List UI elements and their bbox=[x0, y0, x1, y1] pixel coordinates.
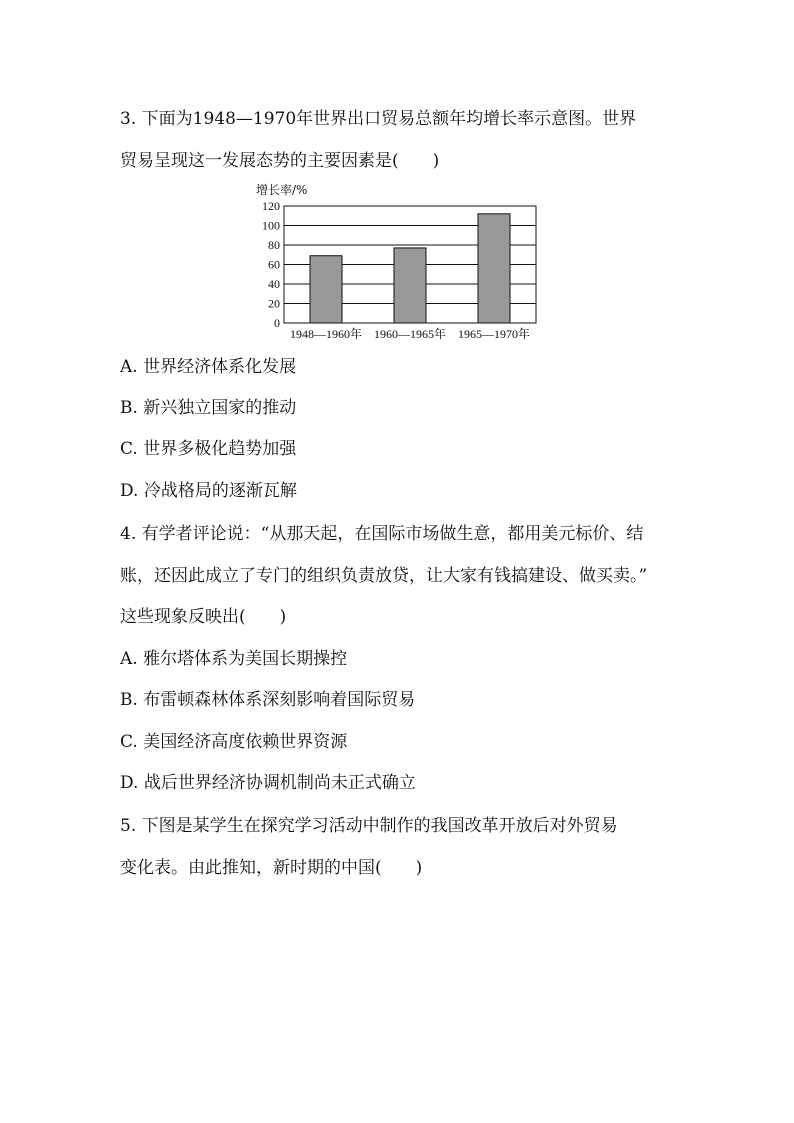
x-category-label: 1948—1960年 bbox=[289, 327, 363, 341]
q4-stem-line-2: 账，还因此成立了专门的组织负责放贷，让大家有钱搞建设、做买卖。” bbox=[120, 566, 648, 586]
q5-stem-line-2: 变化表。由此推知，新时期的中国( ) bbox=[120, 858, 423, 878]
q3-option-b: B. 新兴独立国家的推动 bbox=[120, 398, 297, 418]
y-tick-label: 100 bbox=[262, 218, 280, 233]
q4-option-a: A. 雅尔塔体系为美国长期操控 bbox=[120, 649, 348, 669]
y-tick-label: 40 bbox=[268, 277, 280, 291]
y-tick-label: 20 bbox=[268, 296, 280, 311]
bar bbox=[394, 248, 426, 323]
y-tick-label: 120 bbox=[262, 199, 280, 213]
q3-option-d: D. 冷战格局的逐渐瓦解 bbox=[120, 481, 297, 501]
q4-option-c: C. 美国经济高度依赖世界资源 bbox=[120, 732, 348, 752]
q4-stem-line-3: 这些现象反映出( ) bbox=[120, 607, 287, 627]
growth-rate-bar-chart bbox=[250, 182, 550, 344]
x-category-label: 1960—1965年 bbox=[373, 327, 447, 341]
q4-option-d: D. 战后世界经济协调机制尚未正式确立 bbox=[120, 773, 416, 793]
q3-stem-line-2: 贸易呈现这一发展态势的主要因素是( ) bbox=[120, 151, 440, 171]
y-tick-label: 0 bbox=[274, 316, 280, 330]
q4-option-b: B. 布雷顿森林体系深刻影响着国际贸易 bbox=[120, 690, 416, 710]
q5-stem-line-1: 5. 下图是某学生在探究学习活动中制作的我国改革开放后对外贸易 bbox=[120, 816, 618, 836]
y-tick-label: 80 bbox=[268, 238, 280, 252]
bar-chart-svg bbox=[250, 182, 550, 344]
q3-stem-line-1: 3. 下面为1948—1970年世界出口贸易总额年均增长率示意图。世界 bbox=[120, 109, 637, 129]
q3-option-a: A. 世界经济体系化发展 bbox=[120, 357, 297, 377]
bar bbox=[478, 214, 510, 323]
y-tick-label: 60 bbox=[268, 257, 280, 272]
q3-option-c: C. 世界多极化趋势加强 bbox=[120, 439, 297, 459]
x-category-label: 1965—1970年 bbox=[457, 327, 531, 341]
q4-stem-line-1: 4. 有学者评论说：“从那天起，在国际市场做生意，都用美元标价、结 bbox=[120, 524, 644, 544]
bar bbox=[310, 256, 342, 323]
y-axis-label: 增长率/% bbox=[256, 183, 308, 197]
